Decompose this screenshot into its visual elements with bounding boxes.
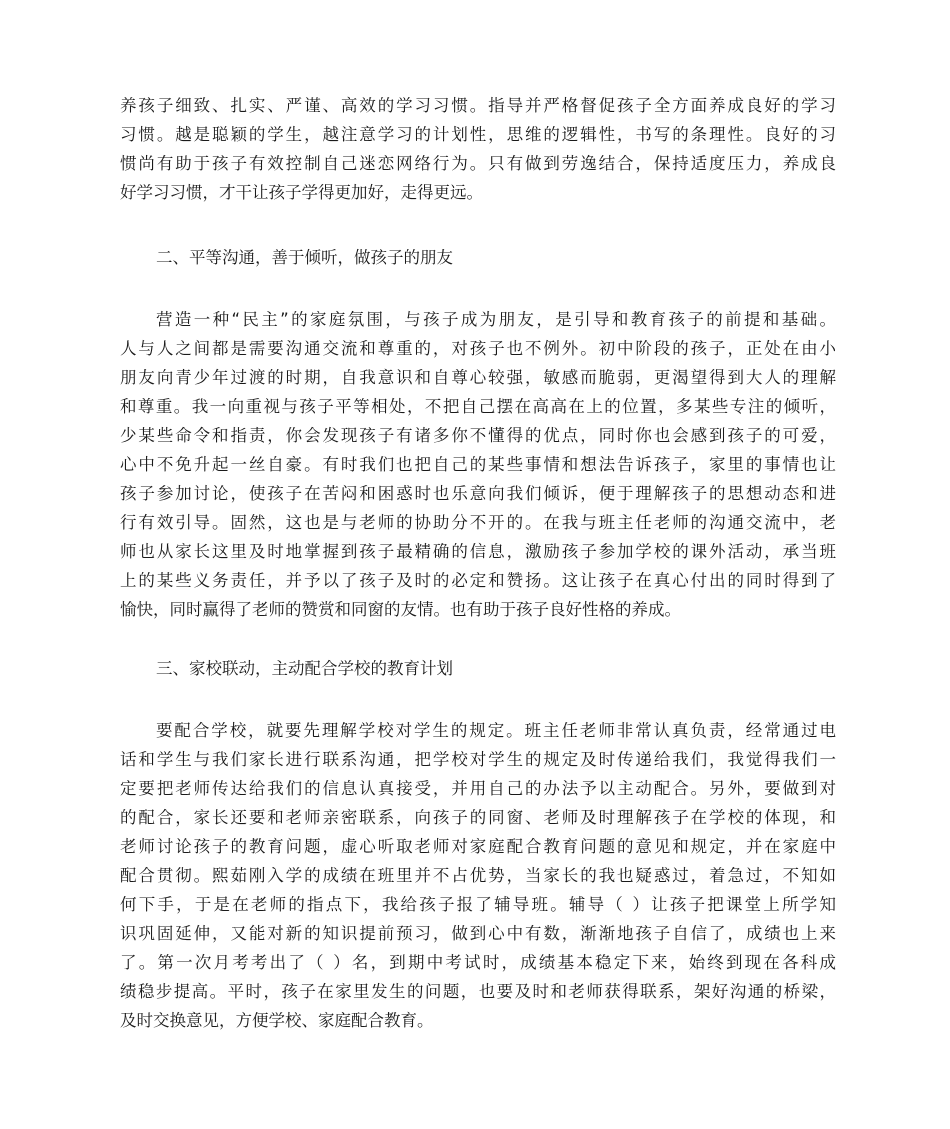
text-line: 绩稳步提高。平时，孩子在家里发生的问题，也要及时和老师获得联系，架好沟通的桥梁， (120, 982, 836, 1001)
text-line: 惯尚有助于孩子有效控制自己迷恋网络行为。只有做到劳逸结合，保持适度压力，养成良 (120, 154, 836, 173)
text-line: 朋友向青少年过渡的时期，自我意识和自尊心较强，敏感而脆弱，更渴望得到大人的理解 (120, 368, 836, 387)
text-line: 话和学生与我们家长进行联系沟通，把学校对学生的规定及时传递给我们，我觉得我们一 (120, 750, 836, 769)
section-heading-home-school: 三、家校联动，主动配合学校的教育计划 (156, 659, 453, 678)
text-line: 养孩子细致、扎实、严谨、高效的学习习惯。指导并严格督促孩子全方面养成良好的学习 (120, 96, 836, 115)
text-line: 及时交换意见，方便学校、家庭配合教育。 (120, 1011, 434, 1030)
text-line: 营造一种“民主”的家庭氛围，与孩子成为朋友，是引导和教育孩子的前提和基础。 (156, 310, 836, 329)
paragraph-communication (120, 305, 836, 624)
text-line: 心中不免升起一丝自豪。有时我们也把自己的某些事情和想法告诉孩子，家里的事情也让 (120, 455, 836, 474)
text-line: 师也从家长这里及时地掌握到孩子最精确的信息，激励孩子参加学校的课外活动，承当班 (120, 542, 836, 561)
text-line: 何下手，于是在老师的指点下，我给孩子报了辅导班。辅导（ ）让孩子把课堂上所学知 (120, 895, 836, 914)
text-line: 老师讨论孩子的教育问题，虚心听取老师对家庭配合教育问题的意见和规定，并在家庭中 (120, 837, 836, 856)
paragraph-home-school (120, 716, 836, 1035)
text-line: 行有效引导。固然，这也是与老师的协助分不开的。在我与班主任老师的沟通交流中，老 (120, 513, 836, 532)
text-line: 和尊重。我一向重视与孩子平等相处，不把自己摆在高高在上的位置，多某些专注的倾听， (120, 397, 836, 416)
text-line: 少某些命令和指责，你会发现孩子有诸多你不懂得的优点，同时你也会感到孩子的可爱， (120, 426, 836, 445)
text-line: 愉快，同时赢得了老师的赞赏和同窗的友情。也有助于孩子良好性格的养成。 (120, 600, 681, 619)
paragraph-study-habits (120, 91, 836, 207)
text-line: 人与人之间都是需要沟通交流和尊重的，对孩子也不例外。初中阶段的孩子，正处在由小 (120, 339, 836, 358)
text-line: 孩子参加讨论，使孩子在苦闷和困惑时也乐意向我们倾诉，便于理解孩子的思想动态和进 (120, 484, 836, 503)
text-line: 要配合学校，就要先理解学校对学生的规定。班主任老师非常认真负责，经常通过电 (156, 721, 836, 740)
text-line: 配合贯彻。熙茹刚入学的成绩在班里并不占优势，当家长的我也疑惑过，着急过，不知如 (120, 866, 836, 885)
text-line: 上的某些义务责任，并予以了孩子及时的必定和赞扬。这让孩子在真心付出的同时得到了 (120, 571, 836, 590)
text-line: 好学习习惯，才干让孩子学得更加好，走得更远。 (120, 183, 483, 202)
text-line: 习惯。越是聪颖的学生，越注意学习的计划性，思维的逻辑性，书写的条理性。良好的习 (120, 125, 836, 144)
text-line: 识巩固延伸，又能对新的知识提前预习，做到心中有数，渐渐地孩子自信了，成绩也上来 (120, 924, 836, 943)
text-line: 的配合，家长还要和老师亲密联系，向孩子的同窗、老师及时理解孩子在学校的体现，和 (120, 808, 836, 827)
text-line: 了。第一次月考考出了（ ）名，到期中考试时，成绩基本稳定下来，始终到现在各科成 (120, 953, 836, 972)
section-heading-communication: 二、平等沟通，善于倾听，做孩子的朋友 (156, 248, 453, 267)
text-line: 定要把老师传达给我们的信息认真接受，并用自己的办法予以主动配合。另外，要做到对 (120, 779, 836, 798)
